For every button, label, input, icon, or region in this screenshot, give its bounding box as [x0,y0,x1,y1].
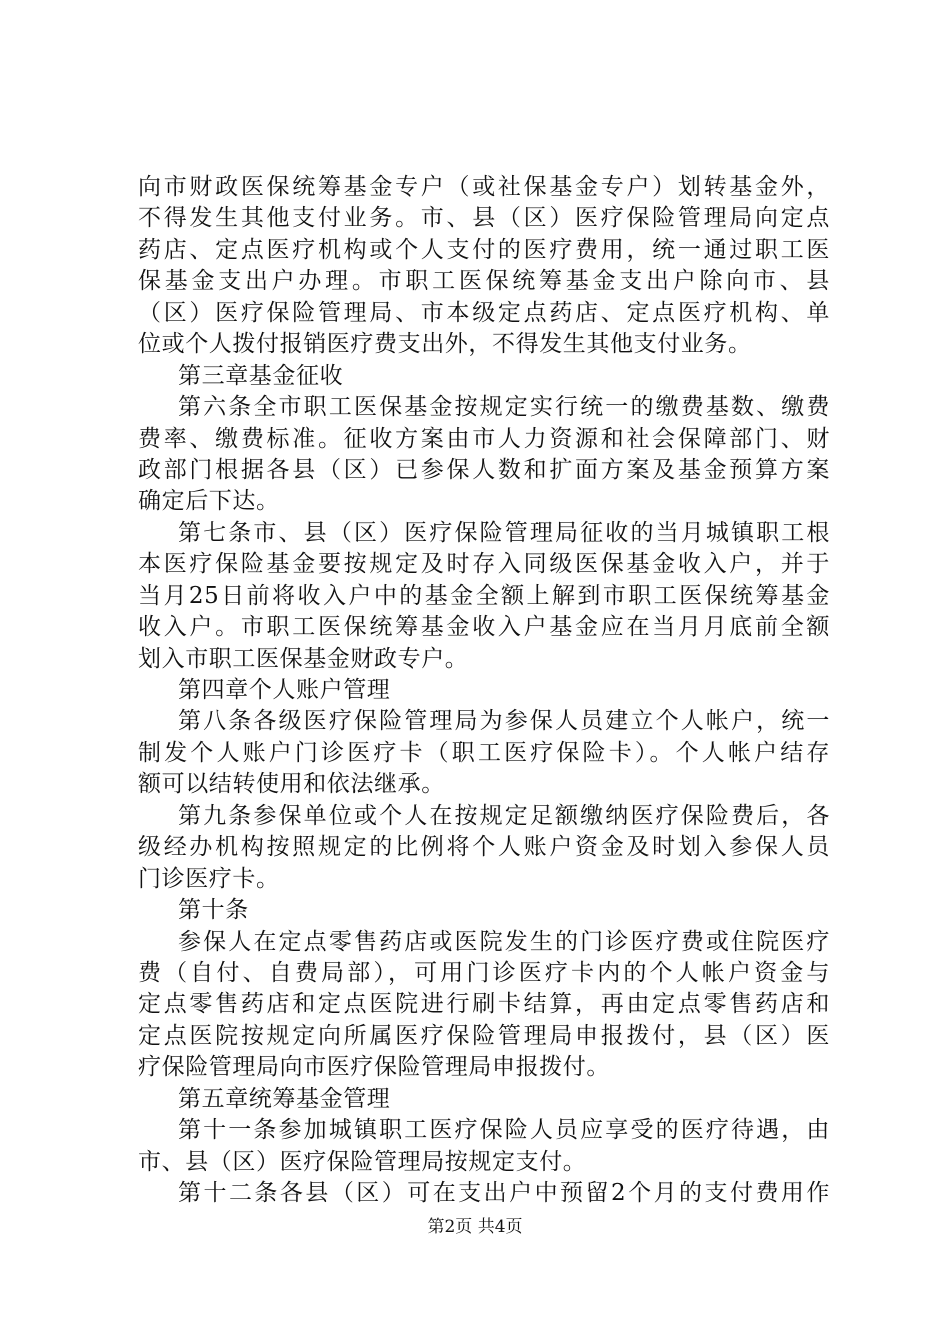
text-line: 参保人在定点零售药店或医院发生的门诊医疗费或住院医疗 [178,928,830,955]
text-line: 疗保险管理局向市医疗保险管理局申报拨付。 [138,1054,610,1081]
text-line: 收入户。市职工医保统筹基金收入户基金应在当月月底前全额 [138,614,830,641]
text-line: 第六条全市职工医保基金按规定实行统一的缴费基数、缴费 [178,394,830,421]
text-line: 制发个人账户门诊医疗卡（职工医疗保险卡）。个人帐户结存 [138,739,830,766]
text-line: 第十二条各县（区）可在支出户中预留2个月的支付费用作 [178,1180,830,1206]
text-line: 门诊医疗卡。 [138,865,280,892]
text-line: 定点医院按规定向所属医疗保险管理局申报拨付，县（区）医 [138,1022,830,1049]
text-line: 政部门根据各县（区）已参保人数和扩面方案及基金预算方案 [138,456,830,483]
text-line: 第三章基金征收 [178,362,344,389]
text-line: 第七条市、县（区）医疗保险管理局征收的当月城镇职工根 [178,519,830,546]
text-line: 额可以结转使用和依法继承。 [138,771,445,798]
text-line: 当月25日前将收入户中的基金全额上解到市职工医保统筹基金 [138,582,830,609]
text-line: 级经办机构按照规定的比例将个人账户资金及时划入参保人员 [138,834,830,861]
text-line: 第八条各级医疗保险管理局为参保人员建立个人帐户，统一 [178,708,830,735]
text-line: 保基金支出户办理。市职工医保统筹基金支出户除向市、县 [138,268,830,295]
text-line: 费（自付、自费局部），可用门诊医疗卡内的个人帐户资金与 [138,959,830,986]
text-line: 第五章统筹基金管理 [178,1085,391,1112]
text-line: （区）医疗保险管理局、市本级定点药店、定点医疗机构、单 [138,299,830,326]
text-line: 定点零售药店和定点医院进行刷卡结算，再由定点零售药店和 [138,991,830,1018]
text-line: 确定后下达。 [138,488,280,515]
text-line: 向市财政医保统筹基金专户（或社保基金专户）划转基金外， [138,174,830,200]
text-line: 第四章个人账户管理 [178,677,391,703]
text-line: 第十条 [178,897,249,924]
text-line: 药店、定点医疗机构或个人支付的医疗费用，统一通过职工医 [138,236,830,263]
text-line: 本医疗保险基金要按规定及时存入同级医保基金收入户，并于 [138,551,830,578]
text-line: 第九条参保单位或个人在按规定足额缴纳医疗保险费后，各 [178,802,830,829]
document-body [138,172,830,1209]
text-line: 位或个人拨付报销医疗费支出外，不得发生其他支付业务。 [138,331,752,358]
page-footer: 第2页 共4页 [427,1217,523,1237]
text-line: 不得发生其他支付业务。市、县（区）医疗保险管理局向定点 [138,205,830,232]
text-line: 市、县（区）医疗保险管理局按规定支付。 [138,1148,587,1175]
text-line: 费率、缴费标准。征收方案由市人力资源和社会保障部门、财 [138,425,830,452]
text-line: 划入市职工医保基金财政专户。 [138,645,469,672]
text-line: 第十一条参加城镇职工医疗保险人员应享受的医疗待遇，由 [178,1117,830,1144]
